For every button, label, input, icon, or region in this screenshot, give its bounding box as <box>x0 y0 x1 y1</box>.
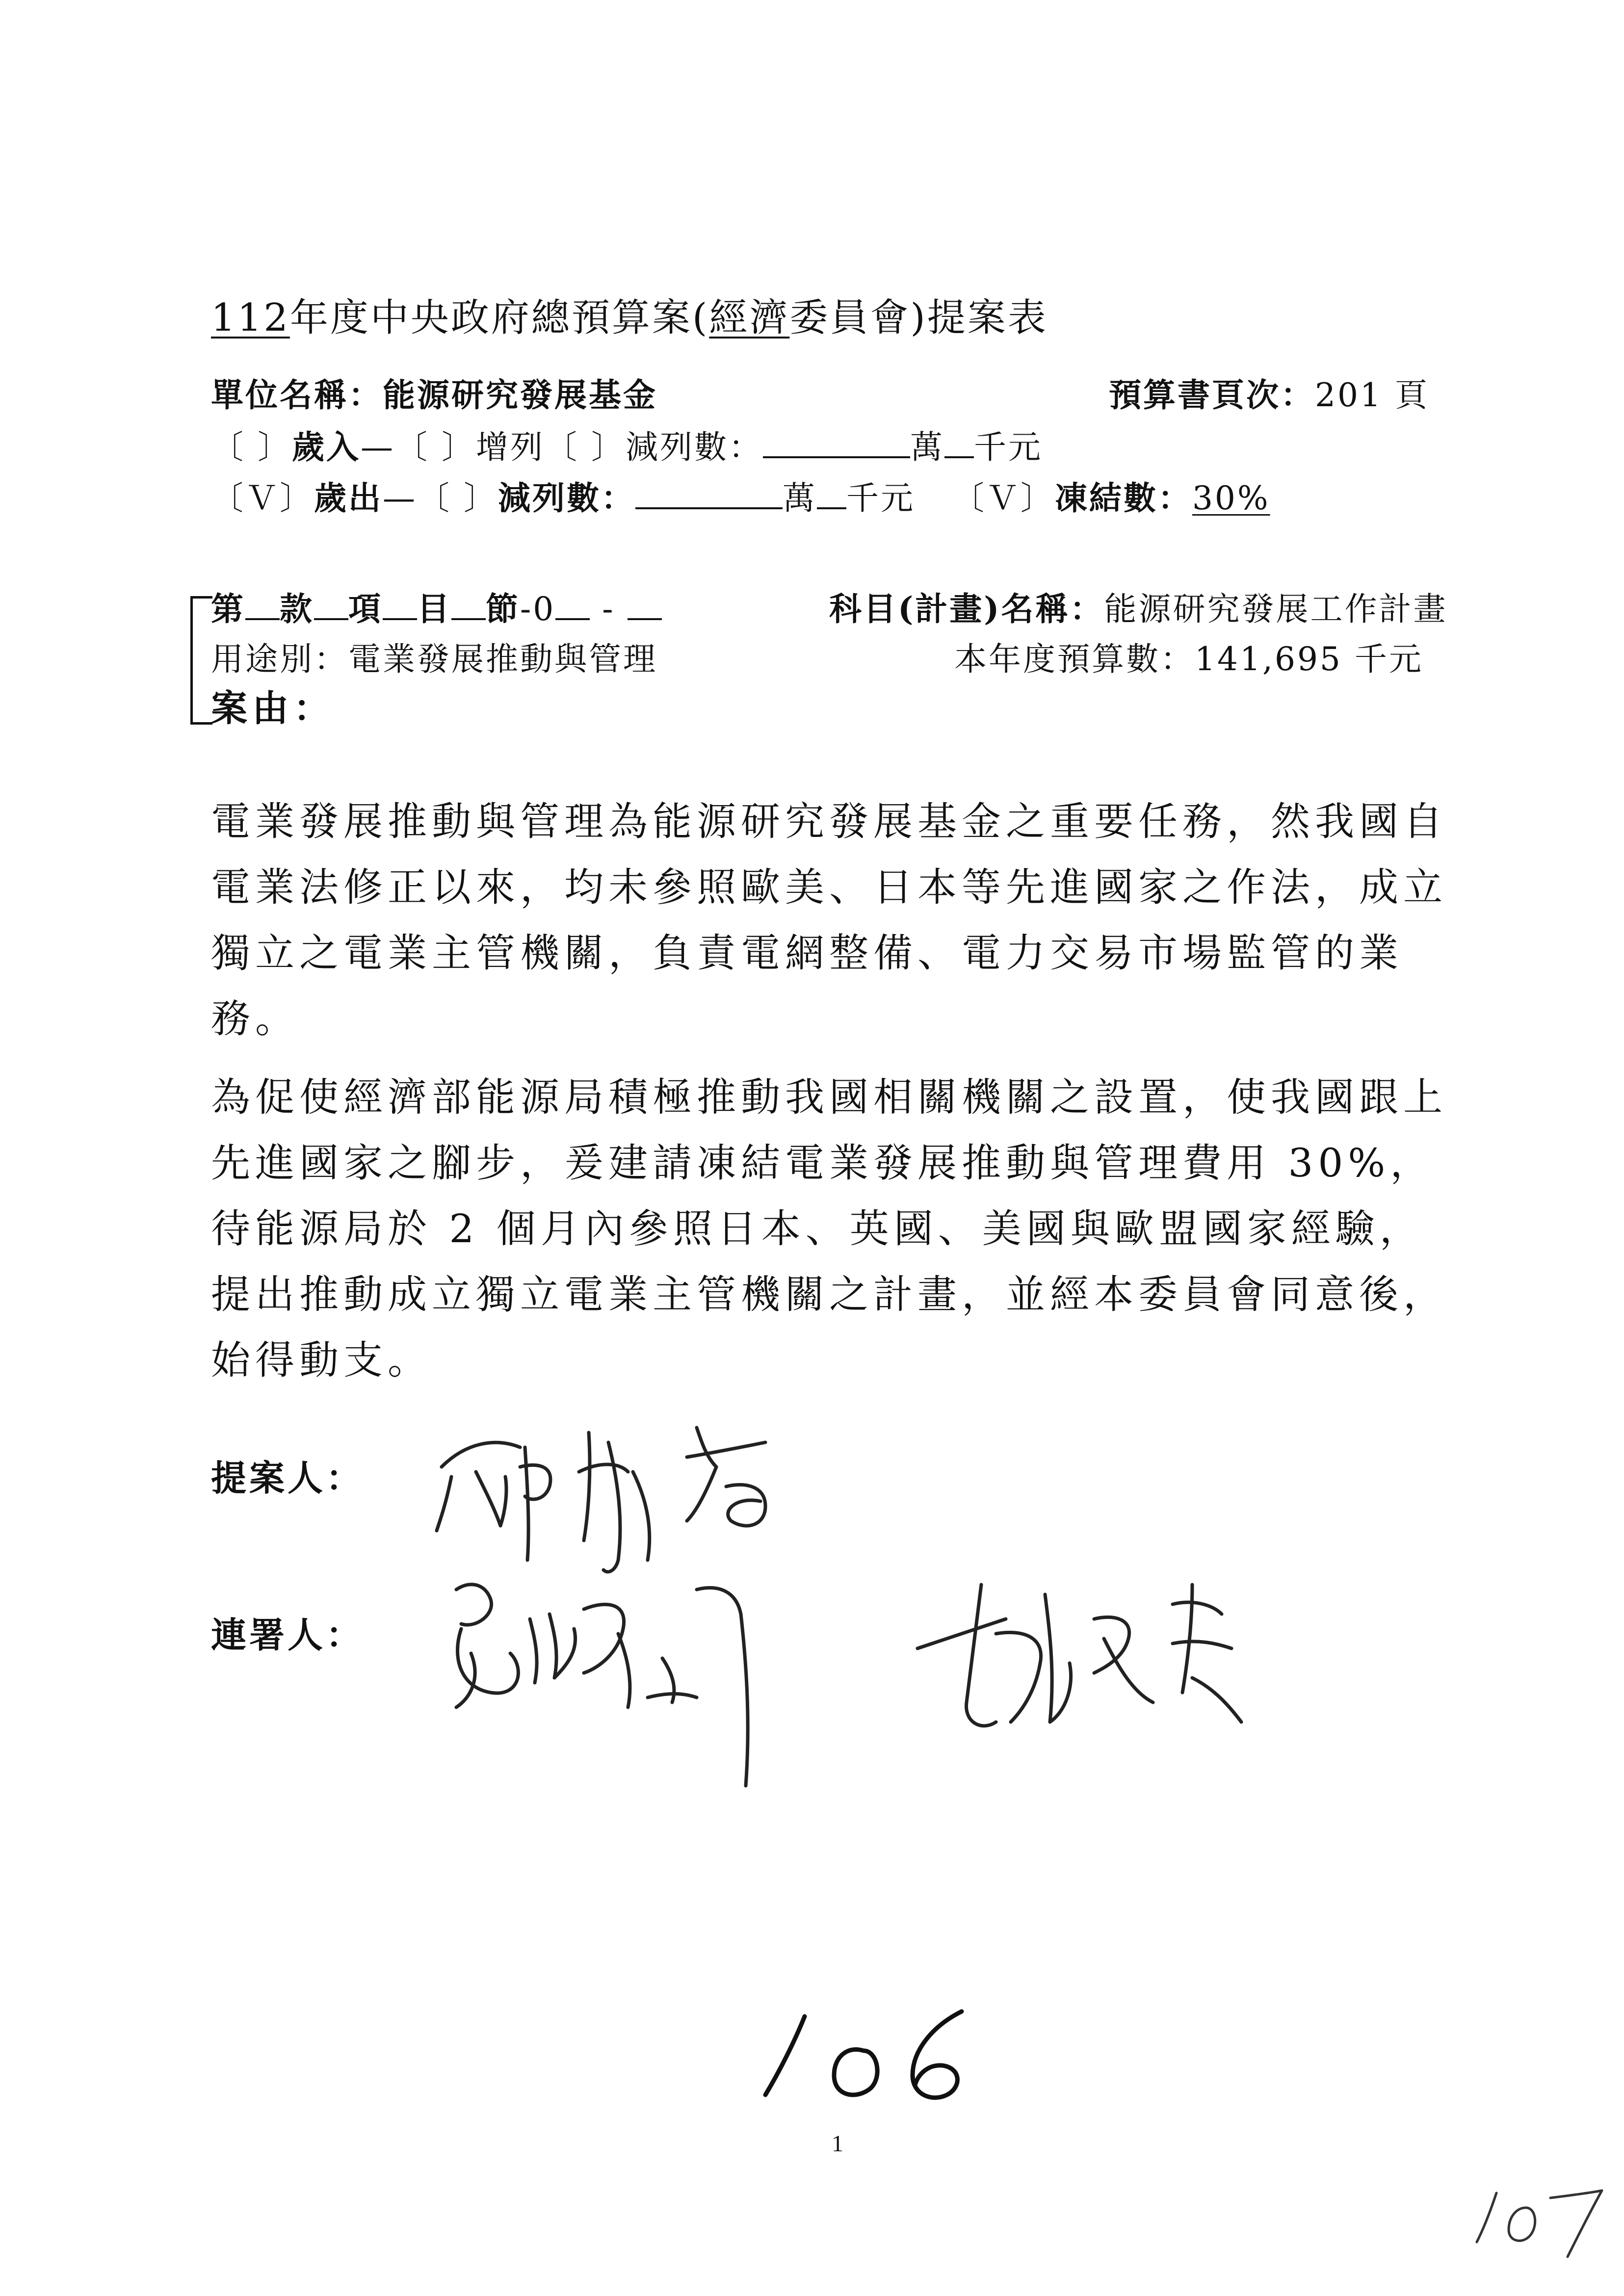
title-year: 112 <box>211 296 290 340</box>
usage-row <box>211 633 657 679</box>
expenditure-decrease-checkbox: 〔 〕 <box>417 479 498 517</box>
kuan-blank <box>245 591 280 620</box>
subject-value: 能源研究發展工作計畫 <box>1104 590 1448 628</box>
section-mu: 目 <box>417 590 451 628</box>
usage-label: 用途別： <box>211 640 348 678</box>
cosigner-signature-1 <box>442 1560 785 1815</box>
budget-unit: 千元 <box>1354 640 1423 678</box>
revenue-decrease-label: 減列數： <box>625 428 763 466</box>
section-jie: 節 <box>486 590 520 628</box>
revenue-thousand-unit: 千元 <box>973 428 1043 466</box>
reason-paragraph-1: 電業發展推動與管理為能源研究發展基金之重要任務，然我國自電業法修正以來，均未參照歐美、日本等先進國家之作法，成立獨立之電業主管機關，負責電網整備、電力交易市場監管的業務。 <box>211 799 1447 1042</box>
revenue-label: 歲入 <box>291 428 361 466</box>
expenditure-wan-unit: 萬 <box>782 479 817 517</box>
revenue-thousand-blank <box>944 429 974 458</box>
section-dash: - <box>602 590 615 628</box>
section-kuan: 款 <box>280 590 314 628</box>
revenue-wan-blank <box>763 429 910 458</box>
annual-budget-row <box>954 633 1423 679</box>
sub2-blank <box>628 591 662 620</box>
revenue-dash: — <box>360 428 395 466</box>
page-ref-label: 預算書頁次： <box>1109 376 1315 414</box>
page-ref-value: 201 <box>1315 376 1383 414</box>
section-zero: -0 <box>520 590 556 628</box>
reason-paragraph-2: 為促使經濟部能源局積極推動我國相關機關之設置，使我國跟上先進國家之腳步，爰建請凍結電業發展推動與管理費用 30%，待能源局於 2 個月內參照日本、英國、美國與歐盟國家經驗，提出推動成立獨立電業主管機關之計畫，並經本委員會同意後，始得動支。 <box>211 1074 1447 1383</box>
expenditure-dash: — <box>383 479 417 517</box>
budget-label: 本年度預算數： <box>954 640 1195 678</box>
revenue-increase-checkbox: 〔 〕 <box>394 428 476 466</box>
revenue-row <box>211 421 1043 468</box>
page-number: 1 <box>832 2131 843 2157</box>
expenditure-checkbox: 〔Ｖ〕 <box>211 479 314 517</box>
budget-value: 141,695 <box>1195 640 1342 678</box>
freeze-value: 30% <box>1192 479 1270 517</box>
subject-label: 科目(計畫)名稱： <box>829 590 1104 628</box>
mu-blank <box>383 591 417 620</box>
subject-row <box>829 583 1447 629</box>
section-row <box>211 583 662 629</box>
sub-blank <box>555 591 590 620</box>
unit-row <box>211 369 657 416</box>
budget-page-ref <box>1109 369 1429 416</box>
handwritten-corner-number <box>1467 2178 1609 2262</box>
section-xiang: 項 <box>348 590 383 628</box>
unit-label: 單位名稱： <box>211 376 383 414</box>
section-di: 第 <box>211 590 245 628</box>
expenditure-label: 歲出 <box>314 479 383 517</box>
freeze-label: 凍結數： <box>1054 479 1192 517</box>
section-bracket <box>190 596 212 725</box>
expenditure-row <box>211 472 1270 519</box>
title-committee: 經濟 <box>709 296 790 340</box>
expenditure-thousand-blank <box>817 480 846 509</box>
revenue-decrease-checkbox: 〔 〕 <box>544 428 626 466</box>
proposer-label: 提案人： <box>211 1457 365 1499</box>
revenue-increase-label: 增列 <box>475 428 545 466</box>
handwritten-page-number <box>746 1997 991 2110</box>
jie-blank <box>451 591 486 620</box>
expenditure-thousand-unit: 千元 <box>846 479 915 517</box>
expenditure-wan-blank <box>635 480 783 509</box>
title-part2: 委員會)提案表 <box>789 296 1048 340</box>
form-title <box>211 287 1048 342</box>
cosigner-signature-2 <box>898 1565 1285 1761</box>
title-part1: 年度中央政府總預算案( <box>289 296 709 340</box>
unit-value: 能源研究發展基金 <box>383 376 657 414</box>
freeze-checkbox: 〔Ｖ〕 <box>951 479 1055 517</box>
revenue-wan-unit: 萬 <box>910 428 944 466</box>
reason-label: 案由： <box>211 687 335 730</box>
page-ref-unit: 頁 <box>1394 376 1429 414</box>
revenue-checkbox: 〔 〕 <box>211 428 292 466</box>
cosigner-label: 連署人： <box>211 1614 365 1656</box>
xiang-blank <box>314 591 348 620</box>
usage-value: 電業發展推動與管理 <box>348 640 657 678</box>
expenditure-decrease-label: 減列數： <box>498 479 635 517</box>
